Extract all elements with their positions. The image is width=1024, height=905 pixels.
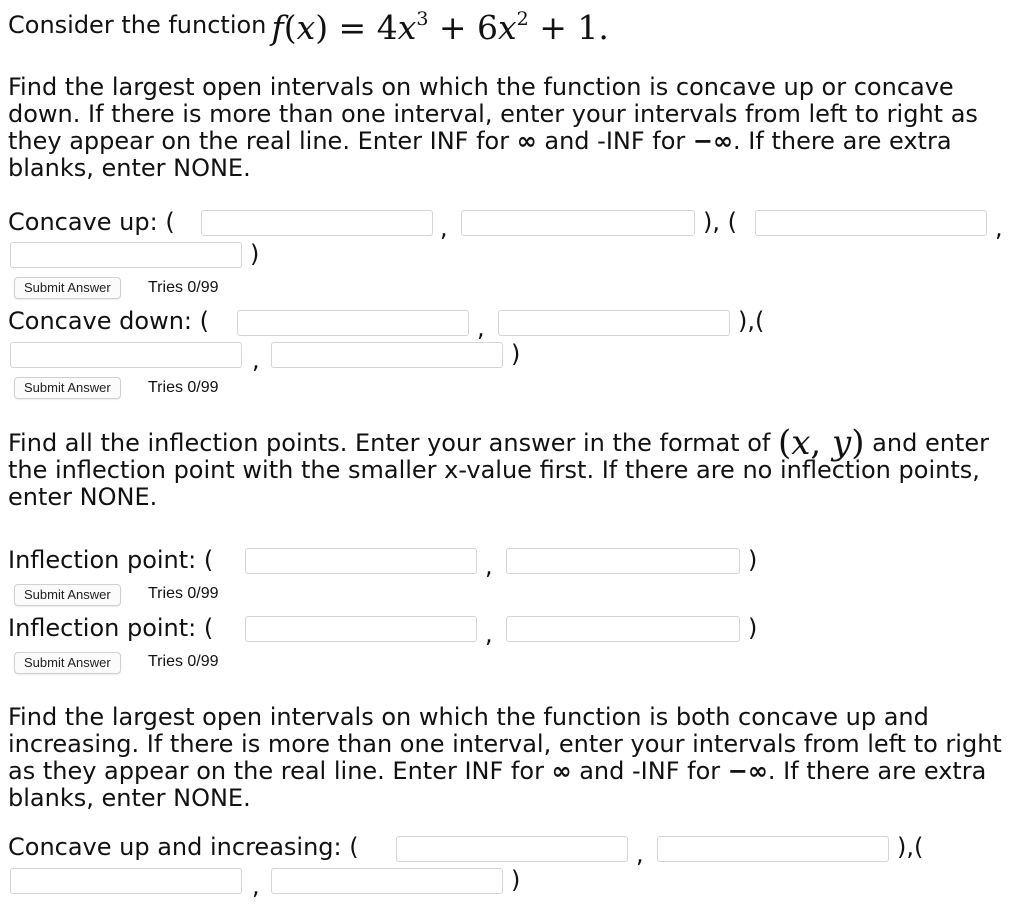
neg-infinity-icon: −∞ xyxy=(692,127,734,155)
q3-text-a: Find the largest open intervals on which the function is both concave up and increasing. If there is more than one interval, enter your intervals from left to right as they appear on the real line. Enter INF for xyxy=(8,703,1002,785)
comma-separator: , xyxy=(477,314,485,342)
comma-separator: , xyxy=(995,214,1003,242)
close-paren: ) xyxy=(250,240,260,268)
concave-down-tries: Tries 0/99 xyxy=(148,379,219,396)
concave-down-submit-button[interactable]: Submit Answer xyxy=(14,377,121,399)
q2-text-a: Find all the inflection points. Enter your answer in the format of xyxy=(8,429,771,457)
question-1-text xyxy=(8,74,1018,182)
q3-text-b: and -INF for xyxy=(579,757,721,785)
concave-down-label: Concave down: ( xyxy=(8,307,209,335)
concave-up-tries: Tries 0/99 xyxy=(148,279,219,296)
inflection-1-y-input[interactable] xyxy=(506,548,740,574)
inflection-1-x-input[interactable] xyxy=(245,548,477,574)
concave-up-submit-button[interactable]: Submit Answer xyxy=(14,277,121,299)
q1-text-b: and -INF for xyxy=(544,127,686,155)
q1-text-a: Find the largest open intervals on which the function is concave up or concave down. If there is more than one interval, enter your intervals from left to right as they appear on the real line. Enter INF for xyxy=(8,73,978,155)
concave-down-interval2-right-input[interactable] xyxy=(271,342,503,368)
interval-separator: ), ( xyxy=(703,208,737,236)
concave-down-interval1-left-input[interactable] xyxy=(237,310,469,336)
close-paren: ) xyxy=(511,340,521,368)
inflection-2-submit-button[interactable]: Submit Answer xyxy=(14,652,121,674)
cui-interval1-left-input[interactable] xyxy=(396,836,628,862)
inflection-1-submit-button[interactable]: Submit Answer xyxy=(14,584,121,606)
concave-down-interval2-left-input[interactable] xyxy=(10,342,242,368)
question-2-text xyxy=(8,423,1018,511)
concave-up-label: Concave up: ( xyxy=(8,208,175,236)
cui-interval2-left-input[interactable] xyxy=(10,868,242,894)
inflection-2-label: Inflection point: ( xyxy=(8,614,214,642)
inflection-2-y-input[interactable] xyxy=(506,616,740,642)
intro-prefix: Consider the function xyxy=(8,11,267,39)
inflection-1-tries: Tries 0/99 xyxy=(148,585,219,602)
interval-separator: ),( xyxy=(897,833,924,861)
comma-separator: , xyxy=(252,872,260,900)
interval-separator: ),( xyxy=(738,307,765,335)
q1-text-c: . If there are extra blanks, enter NONE. xyxy=(8,127,952,182)
comma-separator: , xyxy=(636,840,644,868)
comma-separator: , xyxy=(440,214,448,242)
function-expression: $f(x) = 4x^3 + 6x^2 + 1$. xyxy=(271,8,609,47)
concave-down-interval1-right-input[interactable] xyxy=(498,310,730,336)
comma-separator: , xyxy=(485,552,493,580)
cui-interval1-right-input[interactable] xyxy=(657,836,889,862)
q2-text-b: and enter the inflection point with the smaller x-value first. If there are no inflection points, enter NONE. xyxy=(8,429,989,511)
close-paren: ) xyxy=(511,866,521,894)
xy-format: (x, y) xyxy=(777,423,865,463)
intro-line xyxy=(8,8,609,47)
q3-text-c: . If there are extra blanks, enter NONE. xyxy=(8,757,987,812)
concave-up-interval1-right-input[interactable] xyxy=(461,210,695,236)
concave-up-interval1-left-input[interactable] xyxy=(201,210,433,236)
inflection-2-x-input[interactable] xyxy=(245,616,477,642)
infinity-icon: ∞ xyxy=(551,757,572,785)
concave-up-increasing-label: Concave up and increasing: ( xyxy=(8,833,359,861)
neg-infinity-icon: −∞ xyxy=(727,757,768,785)
concave-up-interval2-left-input[interactable] xyxy=(755,210,987,236)
infinity-icon: ∞ xyxy=(516,127,537,155)
inflection-1-label: Inflection point: ( xyxy=(8,546,214,574)
cui-interval2-right-input[interactable] xyxy=(271,868,503,894)
close-paren: ) xyxy=(748,614,758,642)
comma-separator: , xyxy=(485,620,493,648)
comma-separator: , xyxy=(252,346,260,374)
question-3-text xyxy=(8,704,1018,812)
close-paren: ) xyxy=(748,546,758,574)
inflection-2-tries: Tries 0/99 xyxy=(148,653,219,670)
concave-up-interval2-right-input[interactable] xyxy=(10,242,242,268)
